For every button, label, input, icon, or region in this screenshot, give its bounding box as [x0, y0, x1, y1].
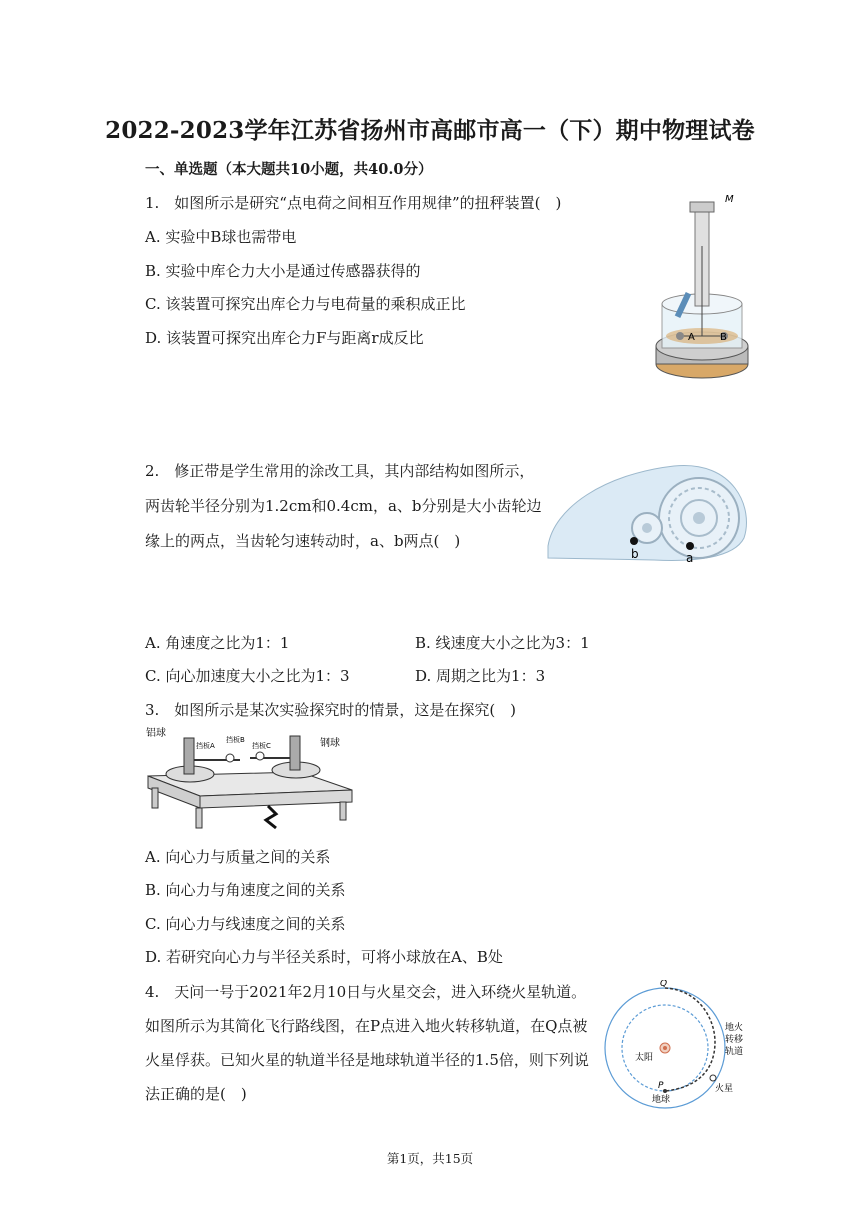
q2-option-c: C. 向心加速度大小之比为1：3: [145, 667, 350, 685]
fig-label-baffle-c: 挡板C: [252, 742, 271, 750]
torsion-balance-figure: [650, 186, 760, 396]
fig-label-transfer-2: 转移: [725, 1035, 744, 1045]
q3-option-a: A. 向心力与质量之间的关系: [145, 848, 331, 866]
q1-option-c: C. 该装置可探究出库仑力与电荷量的乘积成正比: [145, 295, 466, 313]
q3-option-c: C. 向心力与线速度之间的关系: [145, 915, 346, 933]
q3-option-d: D. 若研究向心力与半径关系时，可将小球放在A、B处: [145, 948, 503, 966]
fig-label-a-point: a: [686, 551, 694, 565]
fig-label-transfer-3: 轨道: [725, 1047, 744, 1057]
page-title: 2022-2023学年江苏省扬州市高邮市高一（下）期中物理试卷: [105, 117, 755, 144]
fig-label-b-point: b: [631, 547, 639, 561]
fig-label-sun: 太阳: [635, 1053, 654, 1063]
fig-label-baffle-a: 挡板A: [196, 742, 215, 750]
fig-label-a: A: [688, 332, 695, 343]
q4-stem-line3: 火星俘获。已知火星的轨道半径是地球轨道半径的1.5倍，则下列说: [145, 1051, 589, 1069]
fig-label-q: Q: [660, 980, 668, 989]
q2-stem-line2: 两齿轮半径分别为1.2cm和0.4cm，a、b分别是大小齿轮边: [145, 497, 542, 515]
section-heading: 一、单选题（本大题共10小题，共40.0分）: [145, 161, 433, 178]
q2-stem-line3: 缘上的两点，当齿轮匀速转动时，a、b两点( ): [145, 532, 461, 550]
fig-label-mars: 火星: [715, 1084, 734, 1094]
q1-option-b: B. 实验中库仑力大小是通过传感器获得的: [145, 262, 421, 280]
q4-stem-line4: 法正确的是( ): [145, 1085, 247, 1103]
fig-label-earth: 地球: [652, 1095, 671, 1105]
fig-label-b: B: [720, 332, 727, 343]
q1-option-a: A. 实验中B球也需带电: [145, 228, 297, 246]
q3-stem: 3. 如图所示是某次实验探究时的情景，这是在探究( ): [145, 701, 517, 719]
q2-option-a: A. 角速度之比为1：1: [145, 634, 290, 652]
q4-stem-line1: 4. 天问一号于2021年2月10日与火星交会，进入环绕火星轨道。: [145, 983, 587, 1001]
q2-stem-line1: 2. 修正带是学生常用的涂改工具，其内部结构如图所示，: [145, 462, 535, 480]
fig-label-steel-ball: 钢球: [320, 738, 340, 749]
page-footer: 第1页，共15页: [386, 1151, 474, 1166]
fig-label-baffle-b: 挡板B: [226, 736, 245, 744]
fig-label-aluminum-ball: 铝球: [146, 728, 166, 739]
fig-label-m: M: [725, 194, 734, 205]
q1-stem: 1. 如图所示是研究“点电荷之间相互作用规律”的扭秤装置( ): [145, 194, 562, 212]
q1-option-d: D. 该装置可探究出库仑力F与距离r成反比: [145, 329, 424, 347]
fig-label-p: P: [658, 1081, 664, 1091]
correction-tape-figure: [544, 458, 756, 566]
q3-option-b: B. 向心力与角速度之间的关系: [145, 881, 346, 899]
q2-option-d: D. 周期之比为1：3: [415, 667, 546, 685]
mars-transfer-orbit-figure: [600, 980, 760, 1112]
fig-label-transfer-1: 地火: [725, 1023, 744, 1033]
q4-stem-line2: 如图所示为其简化飞行路线图，在P点进入地火转移轨道，在Q点被: [145, 1017, 588, 1035]
q2-option-b: B. 线速度大小之比为3：1: [415, 634, 590, 652]
centripetal-force-apparatus-figure: [140, 724, 360, 836]
